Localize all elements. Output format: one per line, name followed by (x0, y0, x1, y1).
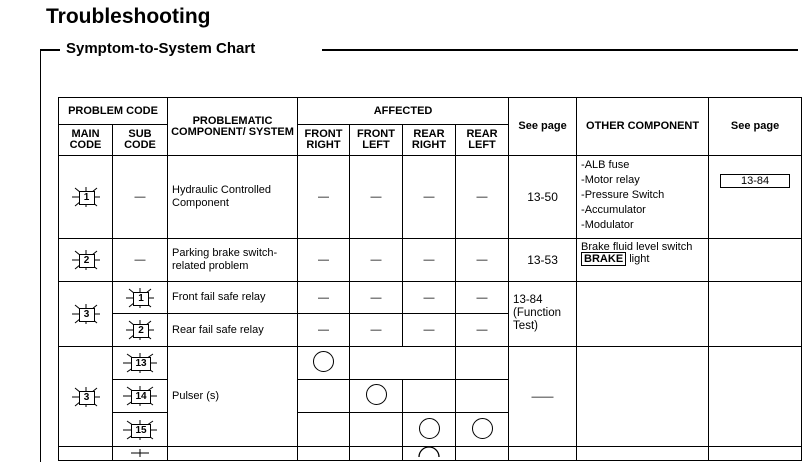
header-sub-code: SUB CODE (113, 125, 168, 156)
front-right-cell: — (298, 314, 350, 347)
rear-left-cell: — (456, 282, 509, 314)
front-left-cell: — (350, 314, 403, 347)
warning-light-icon: 15 (123, 420, 157, 440)
table-row (59, 156, 802, 239)
component-cell: Rear fail safe relay (168, 314, 298, 347)
sub-code-cell: — (113, 239, 168, 282)
header-front-left: FRONT LEFT (350, 125, 403, 156)
section-subtitle: Symptom-to-System Chart (66, 40, 261, 57)
rear-right-cell: — (403, 156, 456, 239)
brake-light-label: BRAKE (581, 252, 626, 266)
rear-right-cell: — (403, 239, 456, 282)
other-component-cell (577, 239, 709, 282)
rear-left-cell: — (456, 156, 509, 239)
header-problem-code: PROBLEM CODE (59, 98, 168, 125)
other-item: -ALB fuse (581, 159, 630, 171)
affected-circle-icon (419, 418, 440, 439)
warning-light-icon: 14 (123, 386, 157, 406)
front-right-cell: — (298, 282, 350, 314)
warning-light-icon: 13 (123, 353, 157, 373)
other-page-link[interactable]: 13-84 (720, 174, 790, 188)
see-page-cell: —— (509, 347, 577, 447)
see-page-cell: 13-84 (Function Test) (509, 282, 577, 347)
component-cell: Front fail safe relay (168, 282, 298, 314)
other-item: -Pressure Switch (581, 189, 665, 201)
other-item: -Modulator (581, 219, 634, 231)
page-title: Troubleshooting (46, 5, 211, 28)
warning-light-icon: 3 (72, 387, 100, 407)
symptom-chart-table (58, 97, 802, 461)
header-see-page: See page (509, 98, 577, 156)
warning-light-icon: 2 (72, 250, 100, 270)
affected-circle-icon (313, 351, 334, 372)
header-affected: AFFECTED (298, 98, 509, 125)
other-item: Brake fluid level switch (581, 241, 693, 253)
component-cell: Hydraulic Controlled Component (168, 156, 298, 239)
rear-right-cell: — (403, 314, 456, 347)
other-component-cell (577, 156, 709, 239)
rear-right-cell (403, 413, 456, 447)
sub-code-cell: — (113, 156, 168, 239)
see-page-cell: 13-53 (509, 239, 577, 282)
affected-circle-icon (417, 447, 441, 457)
header-see-page-2: See page (709, 98, 802, 156)
header-rear-right: REAR RIGHT (403, 125, 456, 156)
warning-light-icon: 1 (72, 187, 100, 207)
rear-left-cell: — (456, 239, 509, 282)
header-rear-left: REAR LEFT (456, 125, 509, 156)
header-main-code: MAIN CODE (59, 125, 113, 156)
front-left-cell: — (350, 239, 403, 282)
header-front-right: FRONT RIGHT (298, 125, 350, 156)
warning-light-icon: 2 (126, 320, 154, 340)
table-row (59, 239, 802, 282)
other-item: -Accumulator (581, 204, 646, 216)
table-row (59, 447, 802, 461)
warning-light-icon: 3 (72, 304, 100, 324)
front-right-cell (298, 347, 350, 380)
warning-light-icon: 1 (126, 288, 154, 308)
other-page-cell (709, 156, 802, 239)
other-item: light (629, 253, 650, 265)
front-right-cell: — (298, 239, 350, 282)
table-row (59, 282, 802, 314)
other-item: -Motor relay (581, 174, 640, 186)
rear-left-cell: — (456, 314, 509, 347)
header-component: PROBLEMATIC COMPONENT/ SYSTEM (168, 98, 298, 156)
front-left-cell (350, 380, 403, 413)
table-row (59, 347, 802, 380)
front-left-cell: — (350, 156, 403, 239)
warning-light-icon (123, 447, 157, 457)
component-cell: Parking brake switch-related problem (168, 239, 298, 282)
component-cell: Pulser (s) (168, 347, 298, 447)
front-right-cell: — (298, 156, 350, 239)
header-other-component: OTHER COMPONENT (577, 98, 709, 156)
affected-circle-icon (366, 384, 387, 405)
see-page-cell: 13-50 (509, 156, 577, 239)
affected-circle-icon (472, 418, 493, 439)
rear-right-cell: — (403, 282, 456, 314)
front-left-cell: — (350, 282, 403, 314)
rear-left-cell (456, 413, 509, 447)
